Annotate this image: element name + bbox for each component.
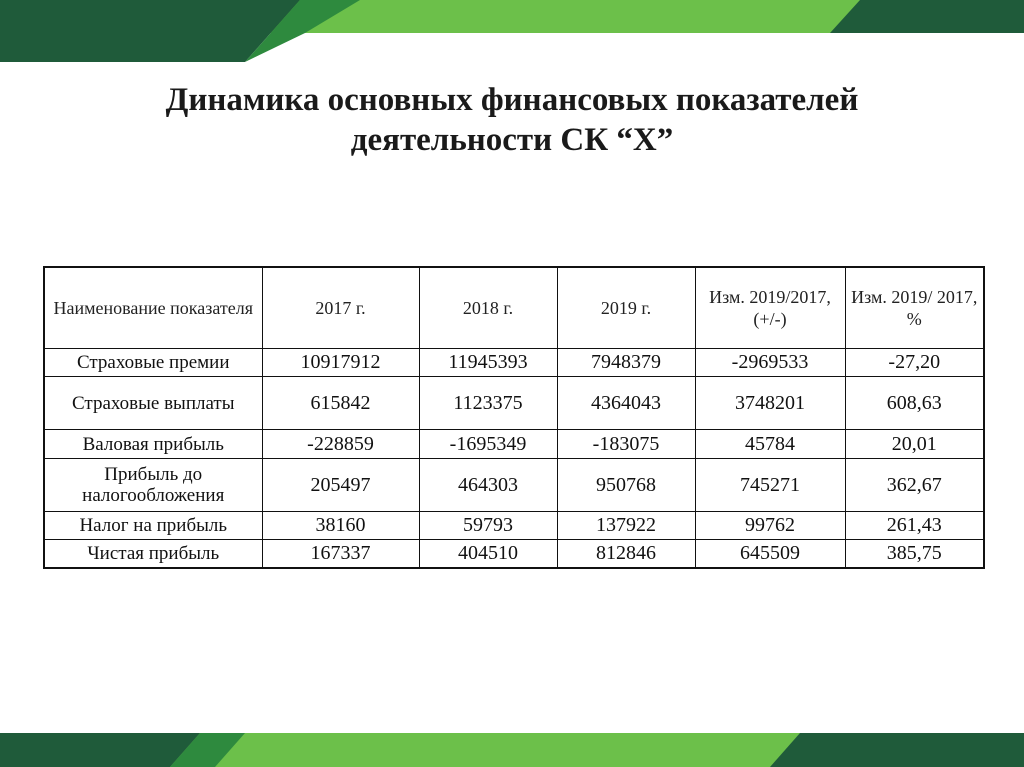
cell-2017: 10917912 xyxy=(262,349,419,377)
cell-2018: 464303 xyxy=(419,459,557,512)
table-row xyxy=(44,430,984,459)
row-name: Прибыль до налогообложения xyxy=(44,459,262,512)
header-change-pct: Изм. 2019/ 2017, % xyxy=(845,267,984,349)
header-2019: 2019 г. xyxy=(557,267,695,349)
page-title xyxy=(0,80,1024,160)
cell-change-abs: 3748201 xyxy=(695,377,845,430)
cell-2017: 615842 xyxy=(262,377,419,430)
cell-2017: 205497 xyxy=(262,459,419,512)
header-2017: 2017 г. xyxy=(262,267,419,349)
cell-change-pct: 261,43 xyxy=(845,512,984,540)
row-name: Налог на прибыль xyxy=(44,512,262,540)
cell-change-abs: 645509 xyxy=(695,540,845,569)
cell-change-abs: -2969533 xyxy=(695,349,845,377)
row-name: Валовая прибыль xyxy=(44,430,262,459)
cell-2019: -183075 xyxy=(557,430,695,459)
header-2018: 2018 г. xyxy=(419,267,557,349)
cell-2018: 1123375 xyxy=(419,377,557,430)
cell-2017: 167337 xyxy=(262,540,419,569)
cell-2017: 38160 xyxy=(262,512,419,540)
row-name: Чистая прибыль xyxy=(44,540,262,569)
cell-2019: 7948379 xyxy=(557,349,695,377)
cell-change-pct: 362,67 xyxy=(845,459,984,512)
row-name: Страховые премии xyxy=(44,349,262,377)
cell-2019: 4364043 xyxy=(557,377,695,430)
table-row xyxy=(44,459,984,512)
top-decorative-band xyxy=(0,0,1024,62)
table-header-row xyxy=(44,267,984,349)
cell-2018: -1695349 xyxy=(419,430,557,459)
cell-2018: 11945393 xyxy=(419,349,557,377)
cell-change-pct: 385,75 xyxy=(845,540,984,569)
title-line-2: деятельности СК “X” xyxy=(350,122,674,158)
bottom-decorative-band xyxy=(0,733,1024,767)
cell-change-pct: 608,63 xyxy=(845,377,984,430)
table-row xyxy=(44,512,984,540)
cell-change-abs: 99762 xyxy=(695,512,845,540)
cell-2019: 950768 xyxy=(557,459,695,512)
table-row xyxy=(44,540,984,569)
header-indicator-name: Наименование показателя xyxy=(44,267,262,349)
header-change-abs: Изм. 2019/2017, (+/-) xyxy=(695,267,845,349)
table-row xyxy=(44,349,984,377)
title-line-1: Динамика основных финансовых показателей xyxy=(165,82,859,118)
cell-2018: 59793 xyxy=(419,512,557,540)
table-row xyxy=(44,377,984,430)
cell-2017: -228859 xyxy=(262,430,419,459)
cell-2019: 812846 xyxy=(557,540,695,569)
cell-2018: 404510 xyxy=(419,540,557,569)
cell-change-pct: -27,20 xyxy=(845,349,984,377)
cell-change-pct: 20,01 xyxy=(845,430,984,459)
financial-indicators-table xyxy=(43,266,985,569)
cell-change-abs: 45784 xyxy=(695,430,845,459)
cell-2019: 137922 xyxy=(557,512,695,540)
row-name: Страховые выплаты xyxy=(44,377,262,430)
financial-table-container xyxy=(43,266,983,569)
cell-change-abs: 745271 xyxy=(695,459,845,512)
